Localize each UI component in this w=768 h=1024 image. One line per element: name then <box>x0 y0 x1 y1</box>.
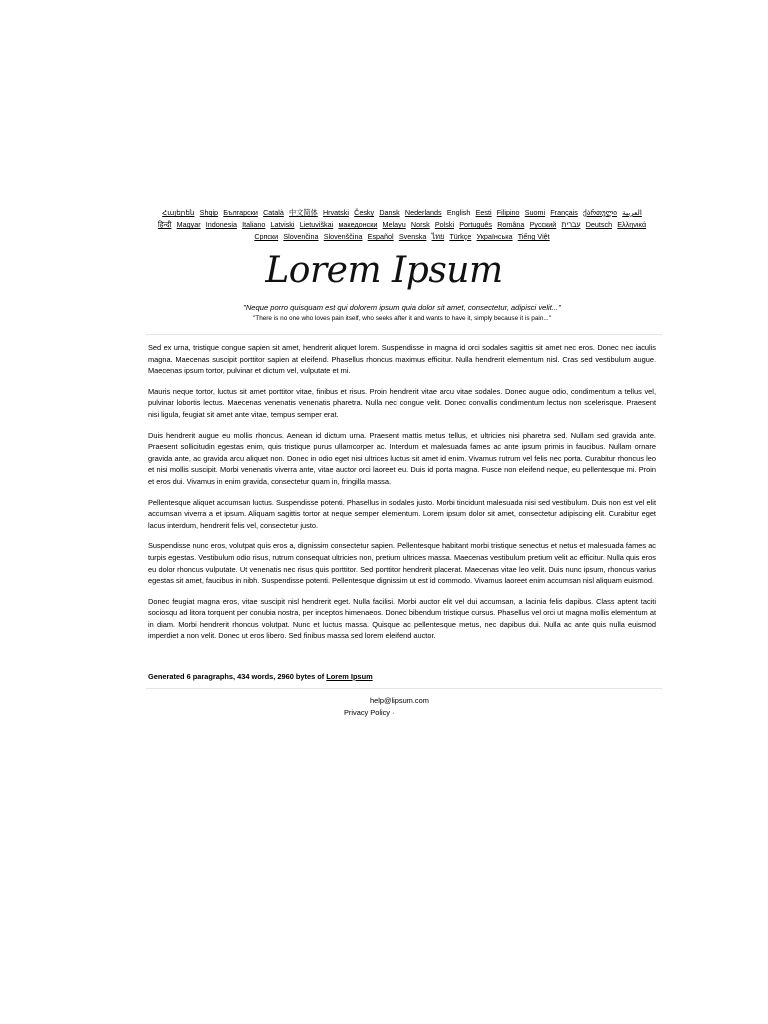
divider <box>146 688 662 689</box>
lipsum-paragraph: Sed ex urna, tristique congue sapien sit amet, hendrerit aliquet lorem. Suspendisse in magna id orci sodales sagittis sit amet nec eros. Donec nec iaculis magna. Maecenas suscipit porttitor sapien at eleifend. Phasellus rhoncus maximus efficitur. Nulla hendrerit elementum nisl. Cras sed vestibulum augue. Maecenas ipsum tortor, pulvinar et dictum vel, vulputate et mi. <box>148 343 656 376</box>
generated-text <box>148 342 656 651</box>
language-link[interactable]: Slovenčina <box>283 232 319 241</box>
language-link[interactable]: Tiếng Việt <box>517 232 550 241</box>
language-link[interactable]: Shqip <box>199 208 219 217</box>
language-link[interactable]: Lietuviškai <box>299 220 334 229</box>
generated-summary <box>148 672 373 681</box>
language-link[interactable]: Deutsch <box>585 220 613 229</box>
language-link[interactable]: Pyccкий <box>529 220 557 229</box>
language-link[interactable]: Româna <box>497 220 525 229</box>
latin-quote: "Neque porro quisquam est qui dolorem ipsum quia dolor sit amet, consectetur, adipisci velit..." <box>243 303 561 312</box>
language-link[interactable]: Български <box>223 208 258 217</box>
language-link[interactable]: Français <box>550 208 578 217</box>
language-link[interactable]: Türkçe <box>449 232 472 241</box>
language-link[interactable]: Hrvatski <box>322 208 349 217</box>
language-link[interactable]: Latviski <box>270 220 295 229</box>
language-link[interactable]: Ελληνικά <box>617 220 647 229</box>
language-link[interactable]: Հայերեն <box>162 208 195 217</box>
lipsum-paragraph: Donec feugiat magna eros, vitae suscipit nisl hendrerit eget. Nulla facilisi. Morbi auctor elit vel dui accumsan, a lacinia felis dapibus. Class aptent taciti sociosqu ad litora torquent per conubia nostra, per inceptos himenaeos. Donec bibendum tristique cursus. Phasellus vel orci ut magna mollis elementum at in diam. Morbi hendrerit rhoncus volutpat. Nunc et luctus massa. Quisque ac pellentesque metus, nec dapibus dui. Nulla ac ante quis nulla euismod imperdiet a non velit. Donec ut eros libero. Sed finibus massa sed lorem eleifend auctor. <box>148 596 656 641</box>
language-link[interactable]: Česky <box>354 208 375 217</box>
lipsum-paragraph: Pellentesque aliquet accumsan luctus. Suspendisse potenti. Phasellus in sodales justo. Morbi tincidunt malesuada nisi sed vestibulum. Duis non est vel elit accumsan viverra a et ipsum. Aliquam sagittis tortor at neque semper elementum. Lorem ipsum dolor sit amet, consectetur adipiscing elit. Curabitur eget lacus interdum, hendrerit felis vel, consectetur justo. <box>148 497 656 530</box>
language-link[interactable]: ไทย <box>431 232 445 241</box>
divider <box>146 334 662 335</box>
language-link[interactable]: Slovenščina <box>323 232 363 241</box>
english-quote: "There is no one who loves pain itself, who seeks after it and wants to have it, simply because it is pain..." <box>253 315 551 322</box>
language-link: English <box>446 208 471 217</box>
language-link[interactable]: हिन्दी <box>157 220 172 229</box>
language-link[interactable]: македонски <box>338 220 378 229</box>
language-links <box>146 207 658 243</box>
language-link[interactable]: Dansk <box>379 208 400 217</box>
help-email-link[interactable]: help@lipsum.com <box>370 696 429 705</box>
language-link[interactable]: Српски <box>254 232 279 241</box>
privacy-policy-link[interactable]: Privacy Policy · <box>344 708 395 717</box>
language-link[interactable]: Español <box>367 232 394 241</box>
language-link[interactable]: Filipino <box>496 208 520 217</box>
language-link[interactable]: Indonesia <box>205 220 237 229</box>
lipsum-paragraph: Mauris neque tortor, luctus sit amet porttitor vitae, finibus et risus. Proin hendrerit vitae arcu vitae sodales. Donec augue odio, condimentum a tellus vel, pulvinar lobortis lectus. Maecenas venenatis venenatis pharetra. Nulla nec congue velit. Donec convallis condimentum lectus non scelerisque. Praesent nisi ligula, feugiat sit amet ante vitae, tempus semper erat. <box>148 386 656 419</box>
language-link[interactable]: Svenska <box>398 232 427 241</box>
language-link[interactable]: 中文简体 <box>289 208 318 217</box>
language-link[interactable]: Português <box>459 220 493 229</box>
language-link[interactable]: Українська <box>476 232 513 241</box>
generated-summary-text: Generated 6 paragraphs, 434 words, 2960 bytes of <box>148 672 327 681</box>
language-link[interactable]: ქართული <box>583 208 617 217</box>
site-logo[interactable]: Lorem Ipsum <box>265 250 503 291</box>
language-link[interactable]: Italiano <box>242 220 266 229</box>
lipsum-paragraph: Duis hendrerit augue eu mollis rhoncus. Aenean id dictum urna. Praesent mattis metus tellus, et ultricies nisi pharetra sed. Nullam sed gravida ante. Praesent sollicitudin egestas enim, quis tristique purus ullamcorper ac. Interdum et malesuada fames ac ante ipsum primis in faucibus. Nullam ornare gravida ante, ac gravida arcu aliquet non. Donec in odio eget nisi ultrices luctus sit amet id enim. Vivamus rutrum vel felis nec porta. Curabitur rhoncus leo et nisi mollis suscipit. Morbi venenatis viverra ante, vitae auctor orci laoreet eu. Duis id porta magna. Fusce non eleifend neque, eu pellentesque mi. Proin et eros dui. Vivamus in enim gravida, consectetur quam in, fringilla massa. <box>148 430 656 486</box>
language-link[interactable]: Melayu <box>382 220 406 229</box>
lipsum-paragraph: Suspendisse nunc eros, volutpat quis eros a, dignissim consectetur sapien. Pellentesque habitant morbi tristique senectus et netus et malesuada fames ac turpis egestas. Vestibulum odio risus, rutrum consequat ultricies non, pretium ultrices massa. Maecenas vestibulum pretium velit ac efficitur. Nulla quis eros eu dolor rhoncus vulputate. Ut venenatis nec risus quis porttitor. Sed porttitor hendrerit placerat. Maecenas vitae leo velit. Duis nunc ipsum, rhoncus varius egestas sit amet, faucibus in nibh. Suspendisse potenti. Pellentesque dignissim ut est id commodo. Vivamus laoreet enim accumsan nisl aliquam euismod. <box>148 541 656 586</box>
language-link[interactable]: Norsk <box>410 220 430 229</box>
lorem-ipsum-link[interactable]: Lorem Ipsum <box>326 672 373 681</box>
language-link[interactable]: Suomi <box>524 208 546 217</box>
language-link[interactable]: Català <box>263 208 284 217</box>
language-link[interactable]: Eesti <box>475 208 492 217</box>
language-link[interactable]: Magyar <box>176 220 201 229</box>
language-link[interactable]: Polski <box>434 220 455 229</box>
language-link[interactable]: ‫עברית <box>561 220 581 229</box>
language-link[interactable]: Nederlands <box>404 208 442 217</box>
language-link[interactable]: ‫العربية <box>622 208 642 217</box>
